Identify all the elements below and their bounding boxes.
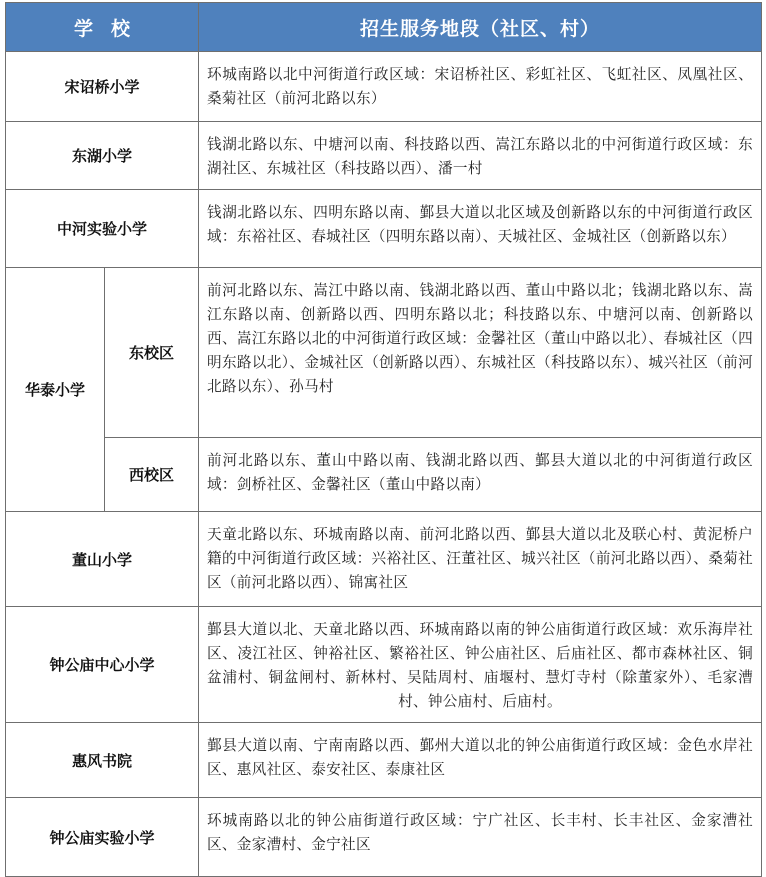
service-area: 环城南路以北的钟公庙街道行政区域：宁广社区、长丰村、长丰社区、金家漕社区、金家漕村、金宁社区	[199, 798, 762, 877]
service-area: 前河北路以东、嵩江中路以南、钱湖北路以西、董山中路以北；钱湖北路以东、嵩江东路以南、创新路以西、四明东路以北；科技路以东、中塘河以南、创新路以西、嵩江东路以北的中河街道行政区域：金馨社区（董山中路以北）、春城社区（四明东路以北）、金城社区（创新路以西）、东城社区（科技路以东）、城兴社区（前河北路以东）、孙马村	[199, 268, 762, 438]
school-name: 中河实验小学	[6, 190, 199, 268]
service-area: 环城南路以北中河街道行政区域：宋诏桥社区、彩虹社区、飞虹社区、凤凰社区、桑菊社区（前河北路以东）	[199, 52, 762, 122]
enrollment-table	[5, 2, 762, 877]
table-row	[6, 798, 762, 877]
table-row	[6, 268, 762, 438]
school-name: 宋诏桥小学	[6, 52, 199, 122]
school-name: 钟公庙实验小学	[6, 798, 199, 877]
service-area: 前河北路以东、董山中路以南、钱湖北路以西、鄞县大道以北的中河街道行政区域：剑桥社区、金馨社区（董山中路以南）	[199, 438, 762, 512]
service-area: 天童北路以东、环城南路以南、前河北路以西、鄞县大道以北及联心村、黄泥桥户籍的中河街道行政区域：兴裕社区、汪董社区、城兴社区（前河北路以西）、桑菊社区（前河北路以西）、锦寓社区	[199, 512, 762, 607]
school-name: 董山小学	[6, 512, 199, 607]
school-column-header: 学校	[6, 3, 199, 52]
campus-name: 西校区	[105, 438, 199, 512]
service-area: 钱湖北路以东、四明东路以南、鄞县大道以北区域及创新路以东的中河街道行政区域：东裕社区、春城社区（四明东路以南）、天城社区、金城社区（创新路以东）	[199, 190, 762, 268]
table-header-row	[6, 3, 762, 52]
service-area: 钱湖北路以东、中塘河以南、科技路以西、嵩江东路以北的中河街道行政区域：东湖社区、东城社区（科技路以西）、潘一村	[199, 122, 762, 190]
table-row	[6, 190, 762, 268]
campus-name: 东校区	[105, 268, 199, 438]
table-row	[6, 723, 762, 798]
school-name: 钟公庙中心小学	[6, 607, 199, 723]
service-area: 鄞县大道以北、天童北路以西、环城南路以南的钟公庙街道行政区域：欢乐海岸社区、凌江社区、钟裕社区、繁裕社区、钟公庙社区、后庙社区、都市森林社区、铜盆浦村、铜盆闸村、新林村、吴陆周村、庙堰村、慧灯寺村（除董家外）、毛家漕村、钟公庙村、后庙村。	[199, 607, 762, 723]
table-row	[6, 607, 762, 723]
service-area: 鄞县大道以南、宁南南路以西、鄞州大道以北的钟公庙街道行政区域：金色水岸社区、惠风社区、泰安社区、泰康社区	[199, 723, 762, 798]
table-row	[6, 122, 762, 190]
table-row	[6, 512, 762, 607]
school-name: 华泰小学	[6, 268, 105, 512]
school-name: 东湖小学	[6, 122, 199, 190]
table-row	[6, 52, 762, 122]
table-row	[6, 438, 762, 512]
area-column-header: 招生服务地段（社区、村）	[199, 3, 762, 52]
school-name: 惠风书院	[6, 723, 199, 798]
